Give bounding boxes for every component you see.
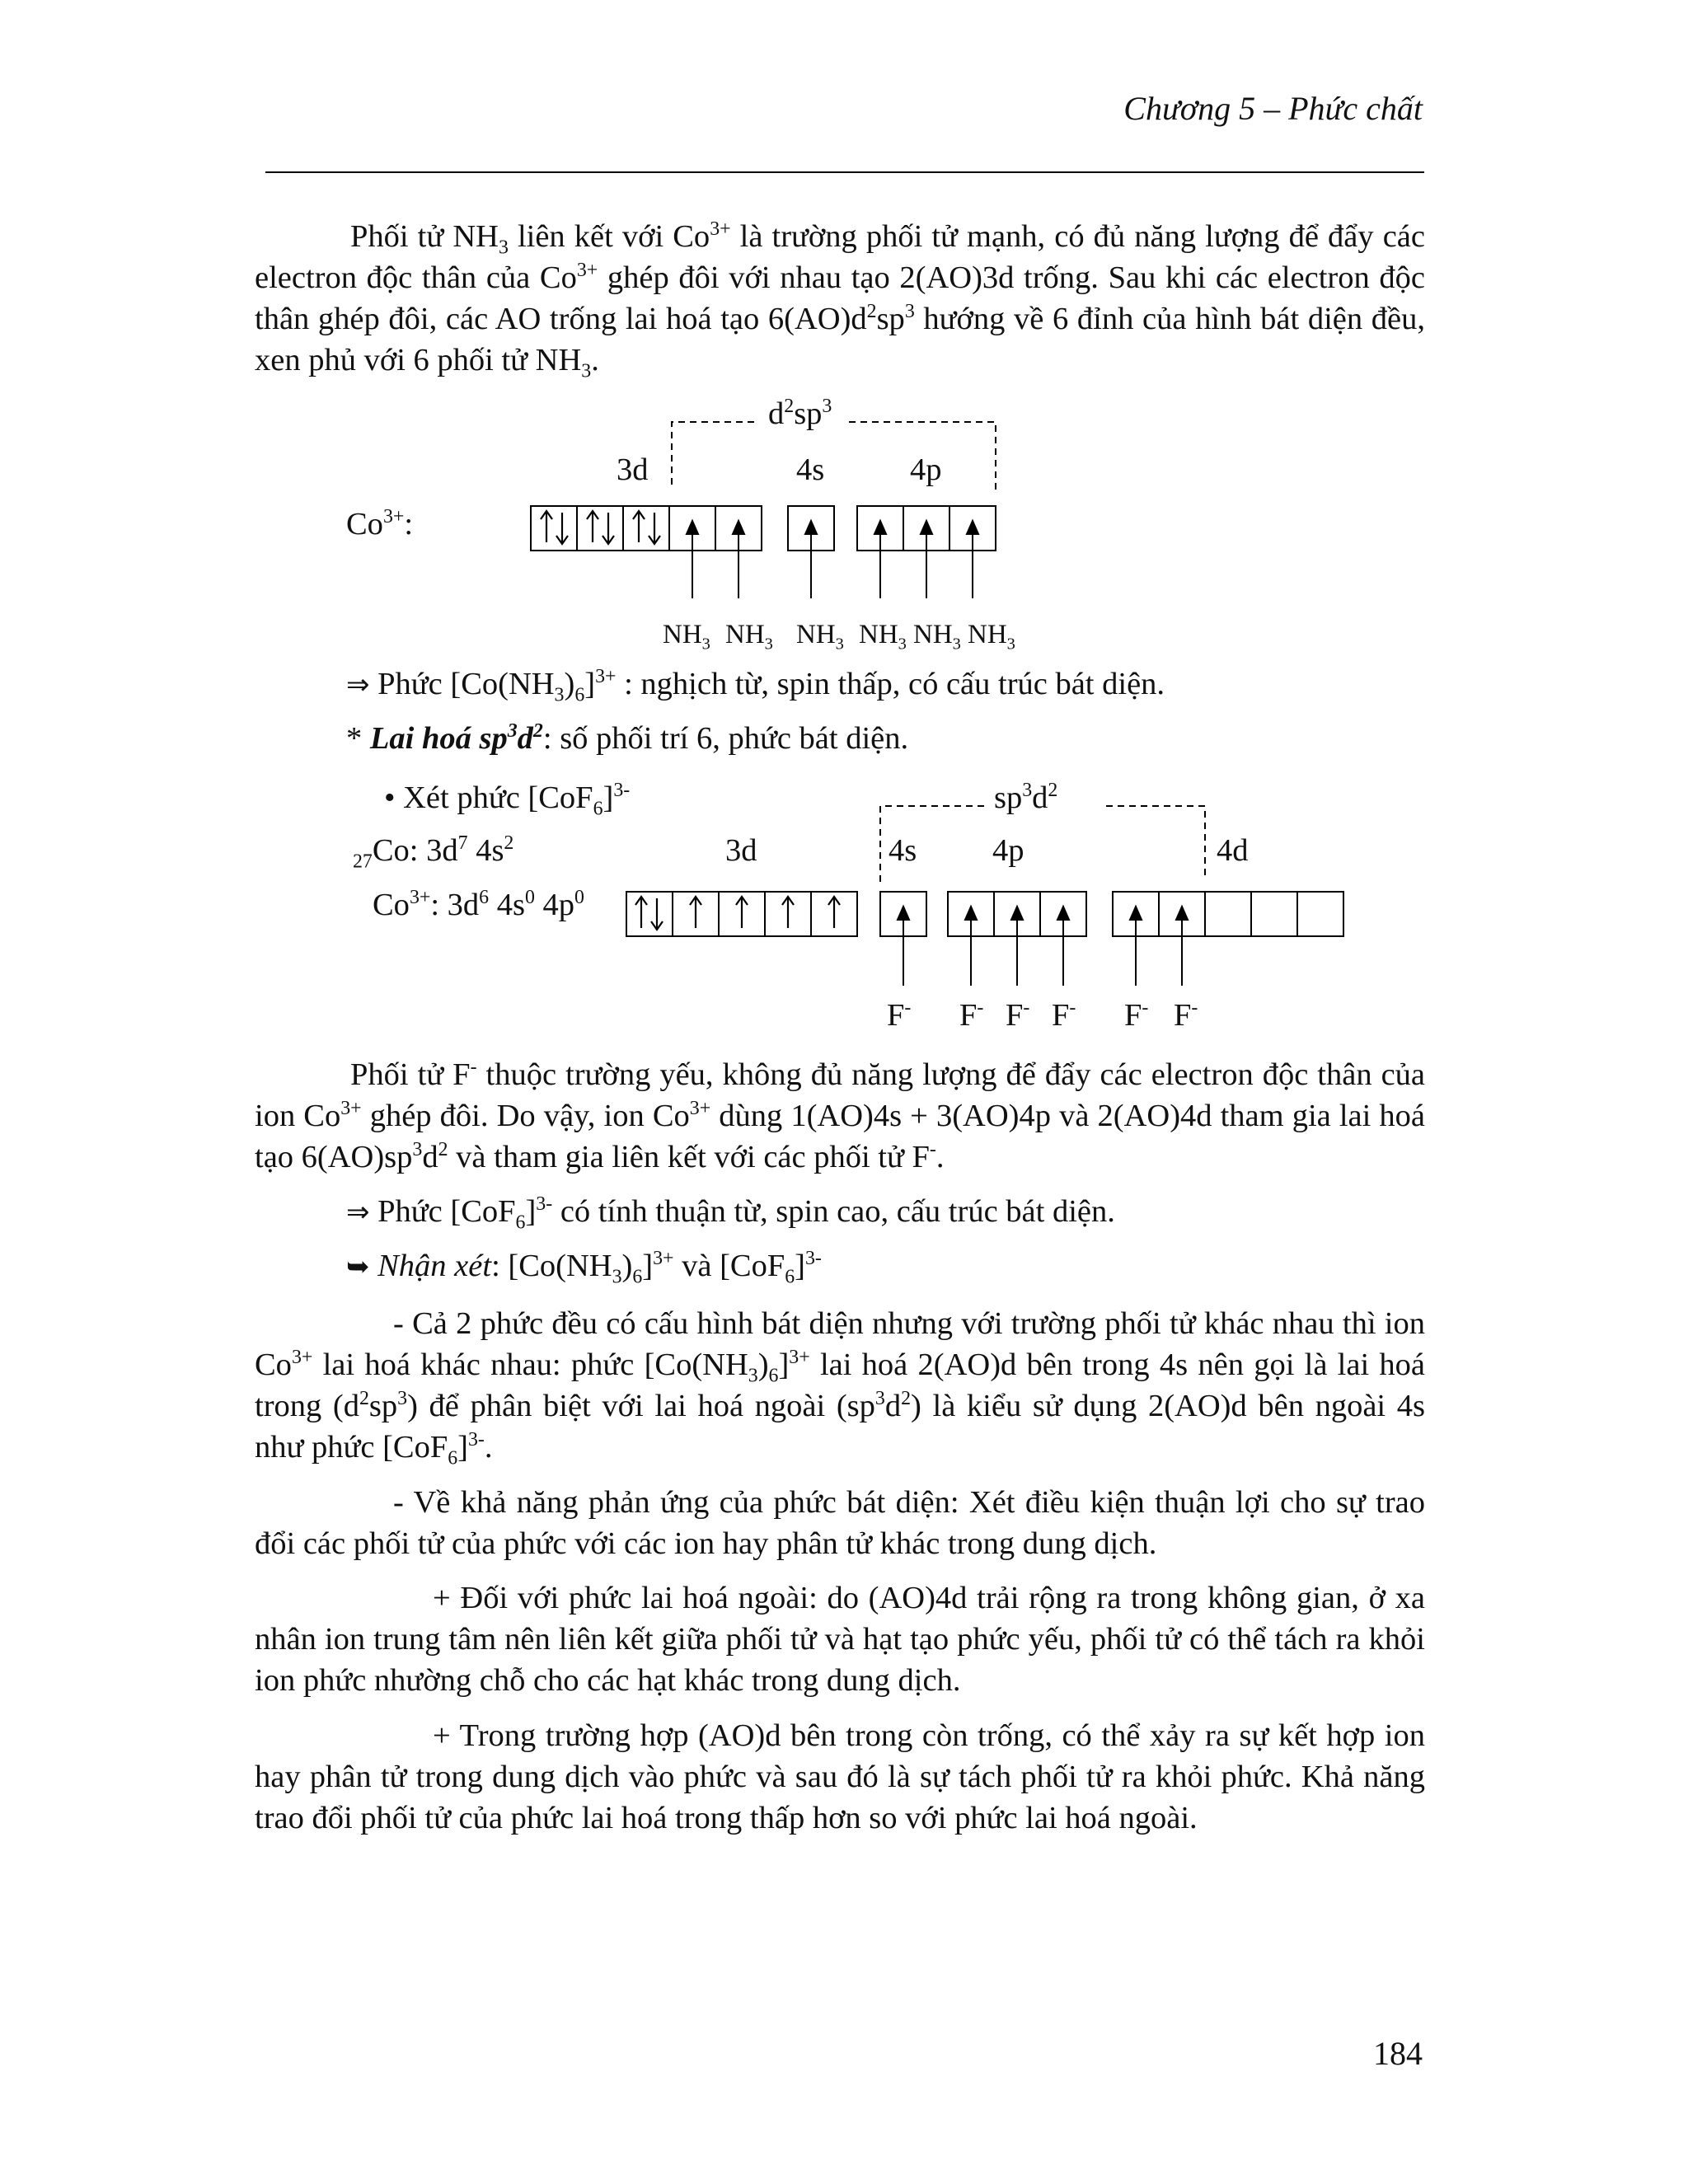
ligand-nh3-5: $NH_3$ [913, 620, 961, 654]
hybrid-label-d2sp3: $d^2sp^3$ [768, 396, 832, 431]
curved-arrow-icon: ➥ [346, 1250, 370, 1283]
page-number: 184 [1373, 2035, 1423, 2072]
label-3d: 3d [617, 452, 649, 487]
heading-sp3d2: * Lai hoá $sp^3d^2$: số phối trí 6, phức bát diện. [346, 720, 909, 756]
ligand-nh3-1: $NH_3$ [663, 620, 710, 654]
ligand-f-1: F- [887, 997, 912, 1033]
label-4p-2: 4p [992, 833, 1025, 868]
hybrid-label-sp3d2: $sp^3d^2$ [994, 780, 1058, 815]
co-electron-config: $_{27}$Co: $3d^7$ $4s^2$ [353, 832, 514, 873]
paragraph-inner-hybrid: + Trong trường hợp (AO)d bên trong còn trống, có thể xảy ra sự kết hợp ion hay phân tử trong dung dịch vào phức và sau đó là sự tách phối tử ra khỏi phức. Khả năng trao đổi phối tử của phức lai hoá trong thấp hơn so với phức lai hoá ngoài. [255, 1718, 1425, 1835]
label-4p: 4p [910, 452, 942, 487]
chapter-header: Chương 5 – Phức chất [1123, 90, 1423, 127]
ligand-nh3-3: $NH_3$ [796, 620, 844, 654]
paragraph-f-ligand: Phối tử F- thuộc trường yếu, không đủ năng lượng để đẩy các electron độc thân của ion $Co^{3+}$ ghép đôi. Do vậy, ion $Co^{3+}$ dùng 1(AO)4s + 3(AO)4p và 2(AO)4d tham gia lai hoá tạo $6(AO)sp^3d^2$ và tham gia liên kết với các phối tử F-. [255, 1057, 1425, 1174]
label-4s-2: 4s [889, 833, 917, 868]
label-4s: 4s [796, 452, 825, 487]
ion-co3plus: $Co^{3+}$: [346, 506, 414, 541]
ligand-nh3-6: $NH_3$ [968, 620, 1015, 654]
result-co-nh3: ⇒ Phức $[Co(NH_3)_6]^{3+}$ : nghịch từ, spin thấp, có cấu trúc bát diện. [346, 666, 1165, 706]
paragraph-nh3-ligand: Phối tử $NH_3$ liên kết với $Co^{3+}$ là trường phối tử mạnh, có đủ năng lượng để đẩy các electron độc thân của $Co^{3+}$ ghép đôi với nhau tạo 2(AO)3d trống. Sau khi các electron độc thân ghép đôi, các AO trống lai hoá tạo $6(AO)d^2sp^3$ hướng về 6 đỉnh của hình bát diện đều, xen phủ với 6 phối tử $NH_3$. [255, 218, 1425, 382]
ligand-nh3-2: $NH_3$ [725, 620, 773, 654]
result-cof6: ⇒ Phức $[CoF_6]^{3-}$ có tính thuận từ, spin cao, cấu trúc bát diện. [346, 1193, 1115, 1234]
ligand-f-5: F- [1124, 997, 1149, 1033]
ligand-f-6: F- [1174, 997, 1198, 1033]
paragraph-outer-hybrid: + Đối với phức lai hoá ngoài: do (AO)4d trải rộng ra trong không gian, ở xa nhân ion trung tâm nên liên kết giữa phối tử và hạt tạo phức yếu, phối tử có thể tách ra khỏi ion phức nhường chỗ cho các hạt khác trong dung dịch. [255, 1581, 1425, 1698]
consider-cof6: • Xét phức $[CoF_6]^{3-}$ [384, 780, 631, 820]
remark-heading: ➥ Nhận xét: $[Co(NH_3)_6]^{3+}$ và $[CoF_6]^{3-}$ [346, 1248, 822, 1288]
paragraph-reactivity: - Về khả năng phản ứng của phức bát diện: Xét điều kiện thuận lợi cho sự trao đổi các phối tử của phức với các ion hay phân tử khác trong dung dịch. [255, 1485, 1425, 1561]
co3plus-config: $Co^{3+}$: $3d^6$ $4s^0$ $4p^0$ [373, 887, 584, 922]
ligand-nh3-4: $NH_3$ [859, 620, 907, 654]
ligand-f-2: F- [959, 997, 984, 1033]
ligand-f-3: F- [1006, 997, 1030, 1033]
label-3d-2: 3d [725, 833, 757, 868]
ligand-f-4: F- [1052, 997, 1076, 1033]
label-4d-2: 4d [1217, 833, 1249, 868]
paragraph-comparison: - Cả 2 phức đều có cấu hình bát diện nhưng với trường phối tử khác nhau thì ion $Co^{3+}$ lai hoá khác nhau: phức $[Co(NH_3)_6]^{3+}$ lai hoá 2(AO)d bên trong 4s nên gọi là lai hoá trong $(d^2sp^3)$ để phân biệt với lai hoá ngoài $(sp^3d^2)$ là kiểu sử dụng 2(AO)d bên ngoài 4s như phức $[CoF_6]^{3-}$. [255, 1306, 1426, 1469]
